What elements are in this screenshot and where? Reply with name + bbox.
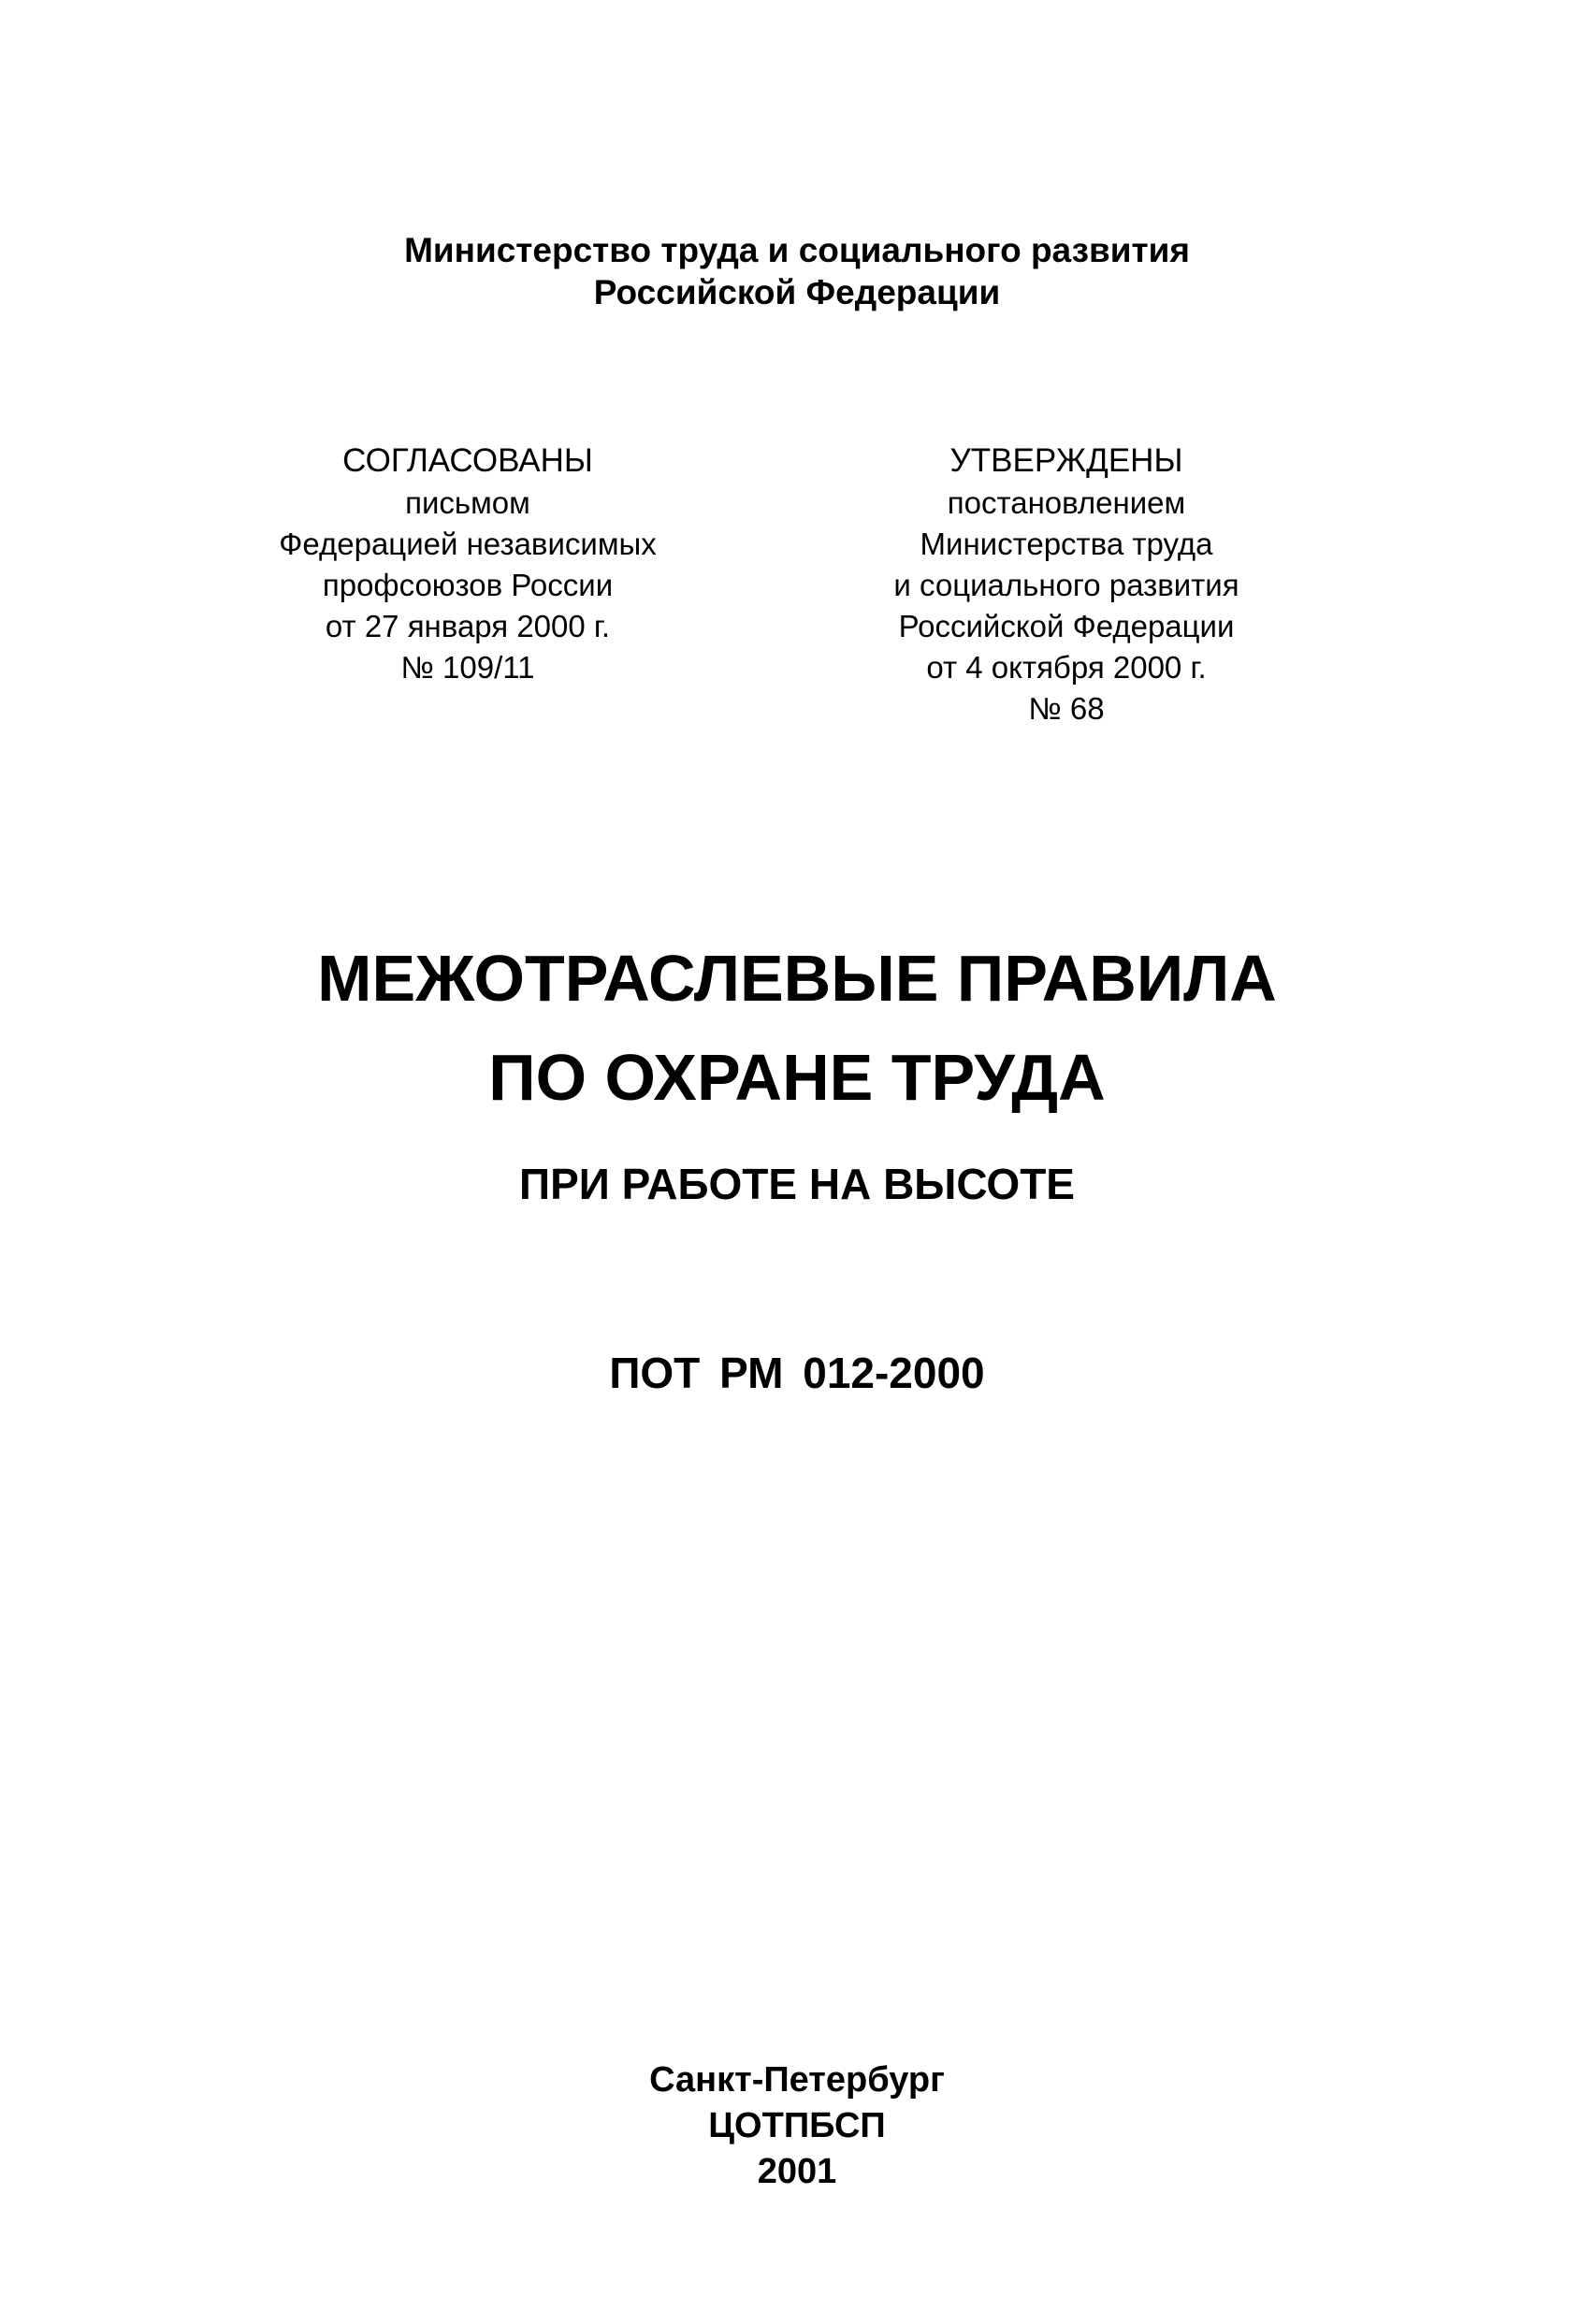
- imprint-block: [0, 2057, 1594, 2195]
- imprint-city: Санкт-Петербург: [649, 2060, 945, 2100]
- agreed-heading: СОГЛАСОВАНЫ: [342, 442, 593, 479]
- ministry-line-1: Министерство труда и социального развития: [404, 231, 1190, 269]
- imprint-year: 2001: [757, 2152, 837, 2191]
- approved-block: [828, 440, 1305, 729]
- approved-line: Министерства труда: [920, 527, 1213, 561]
- ministry-line-2: Российской Федерации: [593, 273, 1001, 311]
- document-code: ПОТ РМ 012-2000: [609, 1349, 985, 1397]
- agreed-line: письмом: [405, 485, 530, 520]
- approved-line: и социального развития: [893, 568, 1239, 602]
- imprint-publisher: ЦОТПБСП: [708, 2106, 886, 2145]
- ministry-header: [0, 229, 1594, 313]
- agreed-line: Федерацией независимых: [279, 527, 657, 561]
- document-title: [0, 929, 1594, 1127]
- approved-line: от 4 октября 2000 г.: [926, 650, 1207, 685]
- agreed-line: № 109/11: [400, 650, 535, 685]
- title-line-2: ПО ОХРАНЕ ТРУДА: [488, 1041, 1106, 1114]
- title-line-1: МЕЖОТРАСЛЕВЫЕ ПРАВИЛА: [317, 942, 1277, 1015]
- approved-line: постановлением: [947, 485, 1186, 520]
- approved-heading: УТВЕРЖДЕНЫ: [949, 442, 1183, 479]
- document-subtitle: ПРИ РАБОТЕ НА ВЫСОТЕ: [519, 1160, 1075, 1208]
- approved-line: Российской Федерации: [898, 609, 1235, 643]
- agreed-line: профсоюзов России: [322, 568, 614, 602]
- agreed-block: [234, 440, 702, 688]
- agreed-line: от 27 января 2000 г.: [325, 609, 611, 643]
- approved-line: № 68: [1028, 691, 1105, 726]
